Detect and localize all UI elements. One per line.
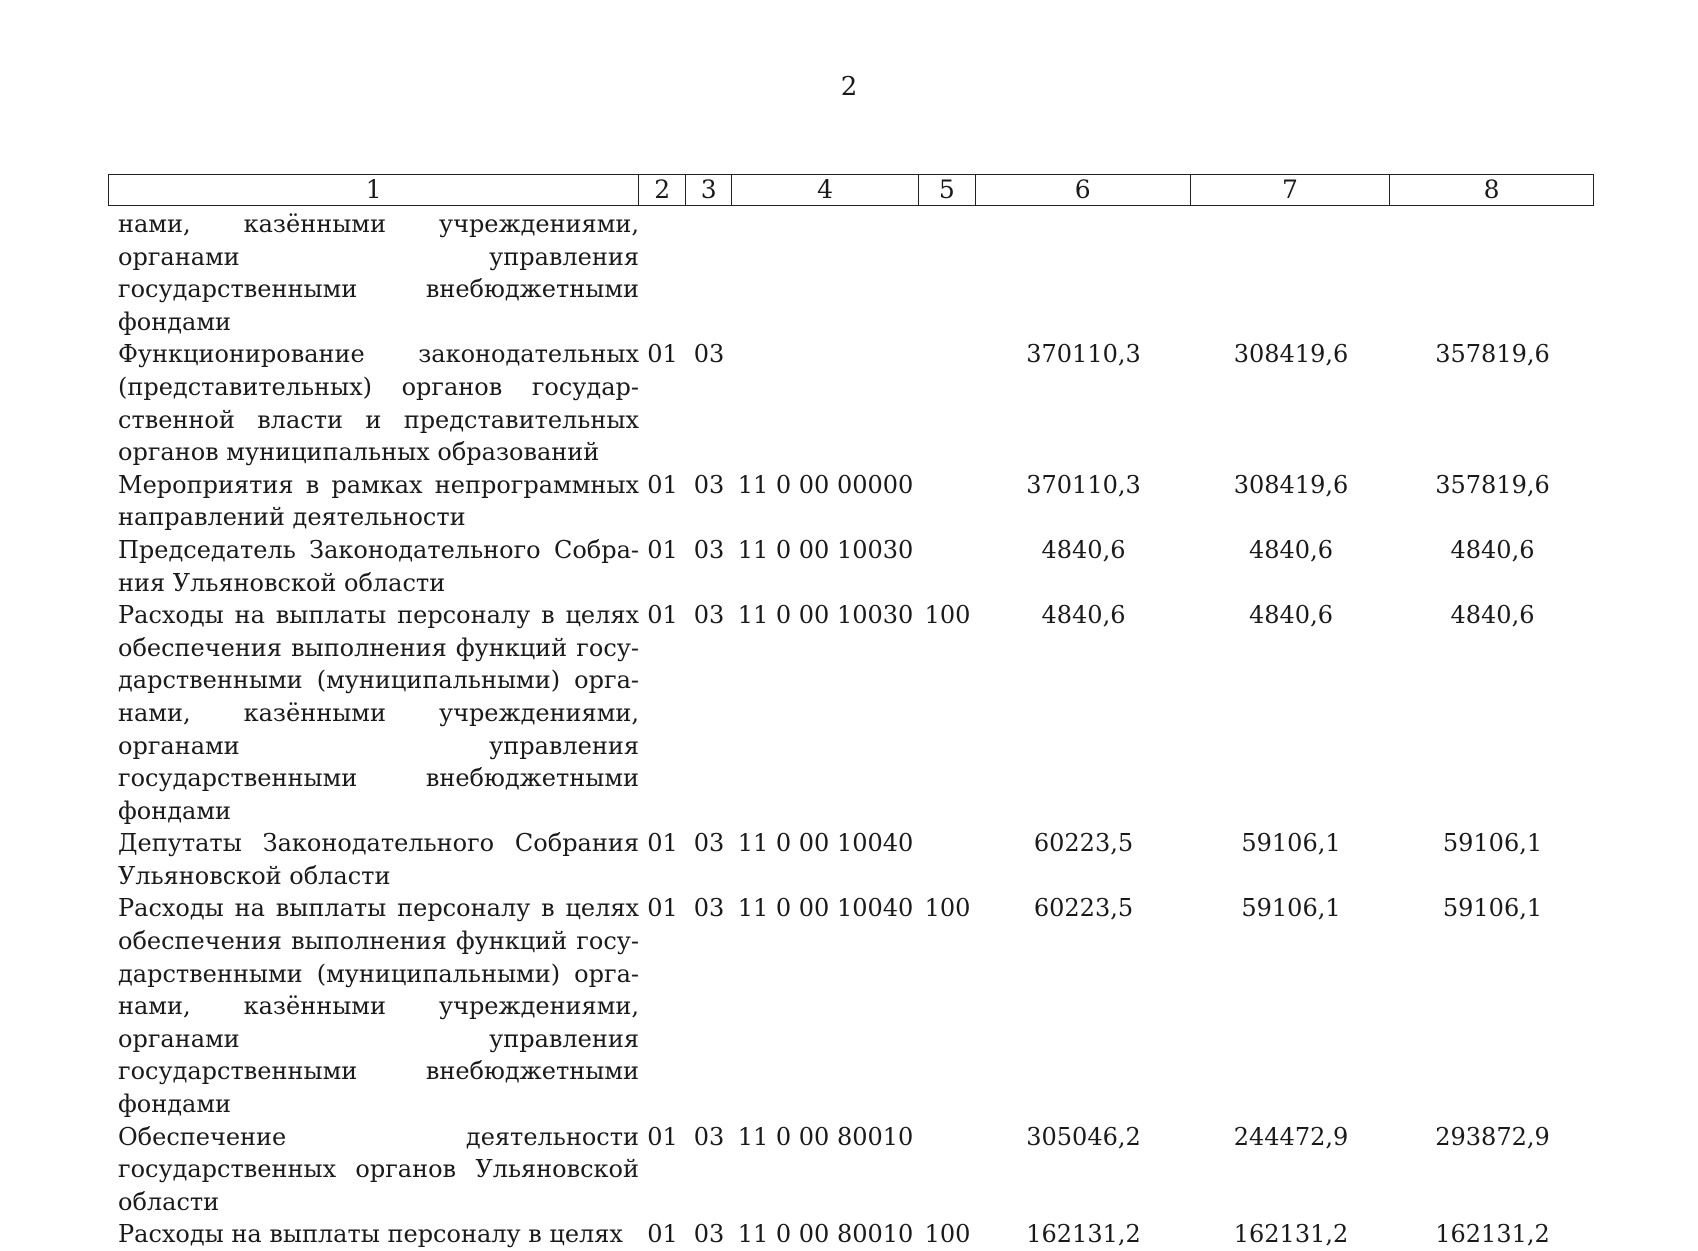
row-subsection <box>686 208 732 338</box>
table-row <box>108 892 1594 1120</box>
row-subsection: 03 <box>693 470 725 499</box>
row-amount-col-7: 162131,2 <box>1233 1220 1349 1249</box>
row-amount-col-7: 59106,1 <box>1241 829 1341 858</box>
row-description: Расходы на выплаты персоналу в целях <box>118 1220 623 1249</box>
table-row <box>108 827 1594 892</box>
row-subsection: 03 <box>693 535 725 564</box>
row-section <box>639 208 686 338</box>
header-col-1: 1 <box>109 175 639 205</box>
row-target-article: 11 0 00 80010 <box>737 1220 914 1249</box>
header-col-3: 3 <box>686 175 732 205</box>
table-row <box>108 208 1594 338</box>
header-col-4: 4 <box>732 175 919 205</box>
table-row <box>108 469 1594 534</box>
row-amount-col-6 <box>976 208 1191 338</box>
row-amount-col-6: 4840,6 <box>1041 601 1126 630</box>
row-section: 01 <box>647 894 678 923</box>
row-description: Обеспечение деятельности государственных органов Ульяновской области <box>118 1122 639 1216</box>
row-description: Депутаты Законодательного Собрания Ульяновской области <box>118 829 639 890</box>
row-amount-col-6: 370110,3 <box>1026 340 1141 369</box>
row-target-article <box>732 208 919 338</box>
row-expense-type: 100 <box>924 1220 971 1249</box>
row-expense-type: 100 <box>924 601 971 630</box>
header-col-5: 5 <box>919 175 976 205</box>
row-target-article: 11 0 00 00000 <box>737 470 914 499</box>
row-amount-col-7: 4840,6 <box>1249 535 1333 564</box>
row-amount-col-6: 305046,2 <box>1026 1122 1141 1151</box>
row-target-article: 11 0 00 10030 <box>737 535 914 564</box>
row-subsection: 03 <box>693 340 725 369</box>
row-amount-col-8: 4840,6 <box>1450 601 1535 630</box>
header-col-8: 8 <box>1483 175 1500 204</box>
row-subsection: 03 <box>693 1220 725 1249</box>
header-col-7: 7 <box>1191 175 1391 205</box>
row-expense-type <box>919 827 976 892</box>
row-expense-type: 100 <box>924 894 971 923</box>
row-expense-type <box>919 338 976 468</box>
row-amount-col-7: 4840,6 <box>1249 601 1333 630</box>
row-description: Расходы на выплаты персоналу в целях обеспечения выполнения функций государственными (муниципальными) органами, казёнными учреждениями, органами управления государственными внебюджетными фондами <box>118 894 639 1119</box>
header-col-2: 2 <box>639 175 686 205</box>
table-row <box>108 1218 1594 1251</box>
row-description: Функционирование законодательных (представительных) органов государственной власти и представительных органов муниципальных образований <box>118 340 639 467</box>
row-amount-col-7: 59106,1 <box>1241 894 1341 923</box>
row-section: 01 <box>647 535 678 564</box>
row-subsection: 03 <box>693 894 725 923</box>
row-amount-col-6: 162131,2 <box>1026 1220 1141 1249</box>
row-amount-col-7 <box>1191 208 1391 338</box>
row-section: 01 <box>647 601 678 630</box>
row-amount-col-6: 60223,5 <box>1033 829 1134 858</box>
table-row <box>108 599 1594 827</box>
row-amount-col-8: 4840,6 <box>1450 535 1535 564</box>
table-body <box>108 208 1594 1251</box>
row-amount-col-8: 293872,9 <box>1435 1122 1550 1151</box>
table-row <box>108 1121 1594 1219</box>
row-section: 01 <box>647 470 678 499</box>
row-section: 01 <box>647 340 678 369</box>
row-subsection: 03 <box>693 601 725 630</box>
row-amount-col-7: 308419,6 <box>1233 470 1349 499</box>
row-amount-col-6: 370110,3 <box>1026 470 1141 499</box>
row-target-article: 11 0 00 10040 <box>737 829 914 858</box>
row-amount-col-8 <box>1391 208 1594 338</box>
row-description: Председатель Законодательного Собрания Ульяновской области <box>118 535 639 597</box>
page-number: 2 <box>840 72 858 102</box>
row-section: 01 <box>647 1220 678 1249</box>
row-target-article: 11 0 00 10040 <box>737 894 914 923</box>
row-section: 01 <box>647 1122 678 1151</box>
row-target-article: 11 0 00 80010 <box>737 1122 914 1151</box>
row-section: 01 <box>647 829 678 858</box>
row-amount-col-8: 357819,6 <box>1435 470 1550 499</box>
row-target-article <box>732 338 919 468</box>
header-col-6: 6 <box>976 175 1191 205</box>
row-amount-col-6: 60223,5 <box>1033 894 1134 923</box>
row-target-article: 11 0 00 10030 <box>737 601 914 630</box>
table-row <box>108 338 1594 468</box>
row-amount-col-7: 244472,9 <box>1233 1122 1349 1151</box>
row-subsection: 03 <box>693 1122 725 1151</box>
row-expense-type <box>919 469 976 534</box>
row-amount-col-8: 162131,2 <box>1435 1220 1550 1249</box>
table-header <box>108 174 1594 206</box>
row-description: Мероприятия в рамках непрограммных направлений деятельности <box>118 470 639 532</box>
row-description: Расходы на выплаты персоналу в целях обеспечения выполнения функций государственными (муниципальными) органами, казёнными учреждениями, органами управления государственными внебюджетными фондами <box>118 601 639 825</box>
table-row <box>108 534 1594 599</box>
row-amount-col-6: 4840,6 <box>1041 535 1126 564</box>
row-amount-col-8: 357819,6 <box>1435 340 1550 369</box>
row-description: нами, казёнными учреждениями, органами управления государственными внебюджетными фондами <box>118 210 639 336</box>
row-amount-col-8: 59106,1 <box>1442 829 1543 858</box>
row-expense-type <box>919 208 976 338</box>
row-subsection: 03 <box>693 829 725 858</box>
row-amount-col-7: 308419,6 <box>1233 340 1349 369</box>
row-expense-type <box>919 534 976 599</box>
row-amount-col-8: 59106,1 <box>1442 894 1543 923</box>
row-expense-type <box>919 1121 976 1219</box>
